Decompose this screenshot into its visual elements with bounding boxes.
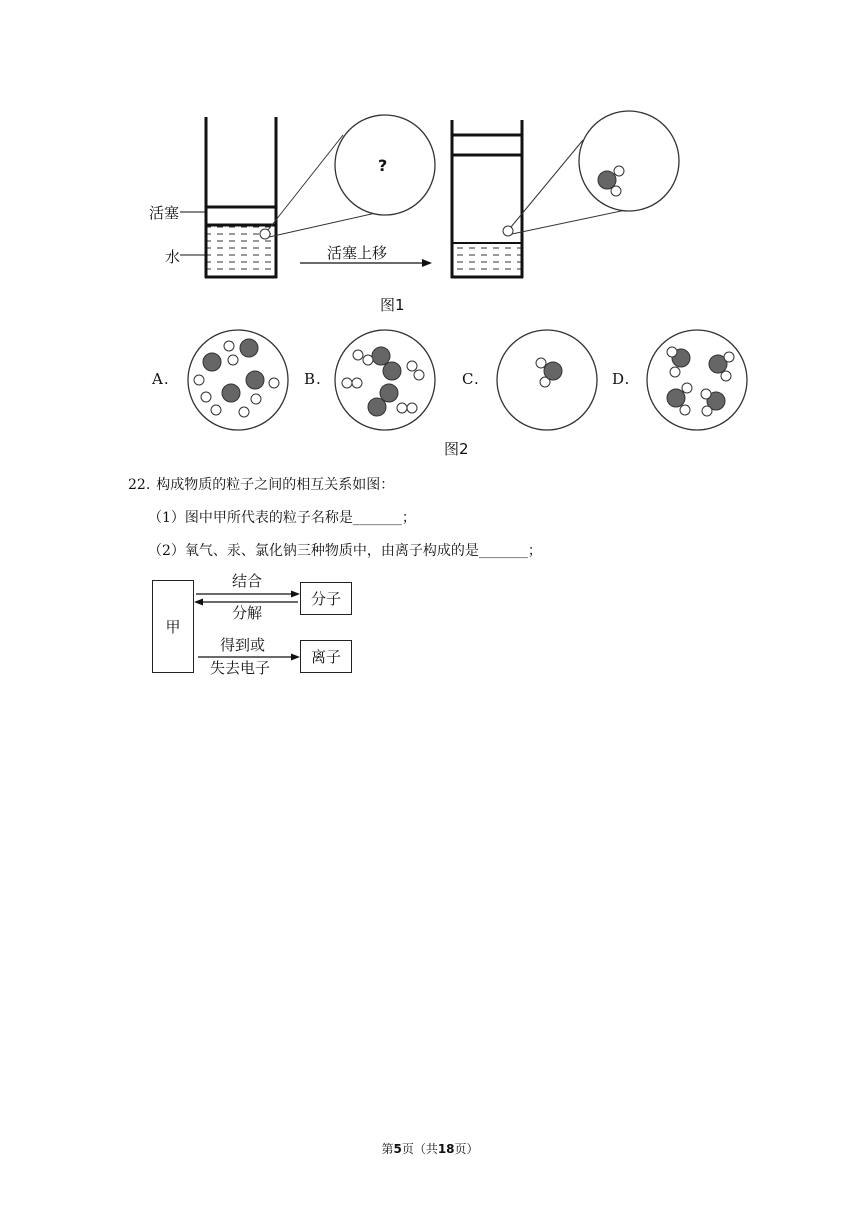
box-molecule: 分子 [300, 582, 352, 615]
label-water: 水 [165, 248, 181, 266]
option-c-diagram [497, 330, 597, 430]
zoom-circle-right [579, 111, 679, 211]
question-stem-text: 构成物质的粒子之间的相互关系如图： [156, 477, 395, 493]
question-22-part-1: （1）图中甲所代表的粒子名称是_______； [148, 510, 416, 526]
figure-2-drawing [0, 320, 860, 440]
figure-1-drawing [0, 0, 860, 300]
question-22-stem [128, 475, 394, 495]
box-ion: 离子 [300, 640, 352, 673]
arrow-label: 活塞上移 [327, 244, 388, 262]
label-combine: 结合 [232, 572, 263, 590]
box-jia: 甲 [152, 580, 194, 673]
label-gain-lose-line1: 得到或 [220, 636, 266, 654]
water-right [453, 243, 521, 277]
question-22-part-2: （2）氧气、汞、氯化钠三种物质中，由离子构成的是_______； [148, 543, 542, 559]
option-c-letter: C. [462, 370, 480, 388]
total-pages: 18 [437, 1142, 455, 1156]
label-decompose: 分解 [232, 604, 263, 622]
label-gain-lose-line2: 失去电子 [210, 659, 271, 677]
question-number: 22. [128, 477, 151, 493]
option-b-letter: B. [304, 370, 322, 388]
option-d-letter: D. [612, 370, 631, 388]
figure-2-caption: 图2 [444, 440, 469, 458]
option-d-diagram [647, 330, 747, 430]
option-a-diagram [188, 330, 288, 430]
option-a-letter: A. [152, 370, 170, 388]
cylinder-left [180, 115, 435, 278]
question-mark: ? [378, 156, 388, 175]
page-footer: 第5页（共18页） [381, 1142, 479, 1156]
cylinder-right [451, 111, 679, 278]
label-piston: 活塞 [149, 204, 180, 222]
page-number: 5 [393, 1142, 402, 1156]
option-b-diagram [335, 330, 435, 430]
figure-1-caption: 图1 [380, 296, 405, 314]
